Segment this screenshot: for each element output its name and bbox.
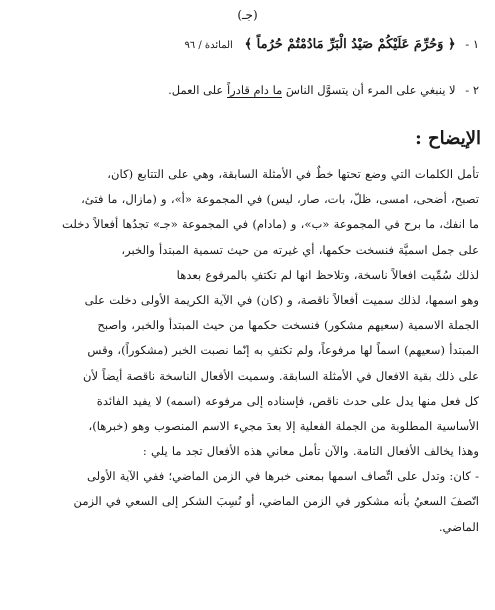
body-line: تصبح، أضحى، امسى، ظلّ، بات، صار، ليس) في المجموعة «أ»، و (مازال، ما فتئ، [81, 192, 479, 207]
example-number: ٢ - [465, 83, 479, 97]
verse-reference: المائدة / ٩٦ [184, 40, 233, 51]
body-line: اتّصفَ السعيُ بأنه مشكور في الزمن الماضي، أو نُسِبَ الشكر إلى السعي في الزمن [73, 494, 479, 509]
example-underlined-text: ما دام قادراً [226, 83, 283, 97]
body-line: الجملة الاسمية (سعيهم مشكور) فنسخت حكمها من حيث المبتدأ والخبر، واصبح [97, 318, 479, 333]
body-line: لذلك سُمِّيت افعالاً ناسخة، وتلاحظ انها لم تكتفِ بالمرفوع بعدها [176, 267, 479, 282]
example-text-before: لا ينبغي على المرء أن يتسوَّل الناسَ [285, 83, 456, 97]
body-line: الأساسية المطلوبة من الجملة الفعلية إلا بعدَ مجيء الاسم المنصوب وهو (خبرها)، [88, 418, 479, 433]
quran-verse: ﴿ وَحُرِّمَ عَلَيْكُمْ صَيْدُ الْبَرِّ مَادُمْتُمْ حُرُماً ﴾ [244, 37, 456, 52]
example-2 [18, 80, 479, 100]
body-line: - كان: وتدل على اتِّصاف اسمها بمعنى خبرها في الزمن الماضي؛ ففي الآية الأولى [86, 469, 479, 484]
body-line: الماضي. [438, 519, 479, 534]
body-line: على ذلك بقية الافعال في الأمثلة السابقة. وسميت الأفعال الناسخة ناقصة أيضاً لأن [82, 368, 479, 383]
explanation-body [14, 162, 479, 540]
explanation-heading: الإيضاح : [415, 128, 481, 149]
example-1 [18, 34, 479, 56]
example-text-after: على العمل. [168, 83, 224, 97]
body-line: ما انفك، ما برح في المجموعة «ب»، و (مادام) في المجموعة «جـ» تجدُها أفعالاً دخلت [62, 217, 479, 232]
body-line: على جمل اسميَّة فنسخت حكمها، أي غيرته من حيث تسمية المبتدأ والخبر، [121, 242, 479, 257]
body-line: كل فعل منها يدل على حدث ناقص، فإسناده إلى مرفوعه (اسمه) لا يفيد الفائدة [96, 393, 479, 408]
body-line: المبتدأ (سعيهم) اسماً لها مرفوعاً، ولم تكتفِ به إنّما نصبت الخبر (مشكوراً)، وقس [87, 343, 479, 358]
example-number: ١ - [465, 37, 479, 51]
body-line: وهو اسمها، لذلك سميت أفعالاً ناقصة، و (كان) في الآية الكريمة الأولى دخلت على [84, 292, 479, 307]
body-line: وهذا يخالف الأفعال التامة. والآن تأمل معاني هذه الأفعال تجد ما يلي : [142, 444, 479, 459]
body-line: تأمل الكلمات التي وضع تحتها خطٌ في الأمثلة السابقة، وهي على التتابع (كان، [107, 167, 479, 181]
section-label: (جـ) [237, 8, 258, 22]
